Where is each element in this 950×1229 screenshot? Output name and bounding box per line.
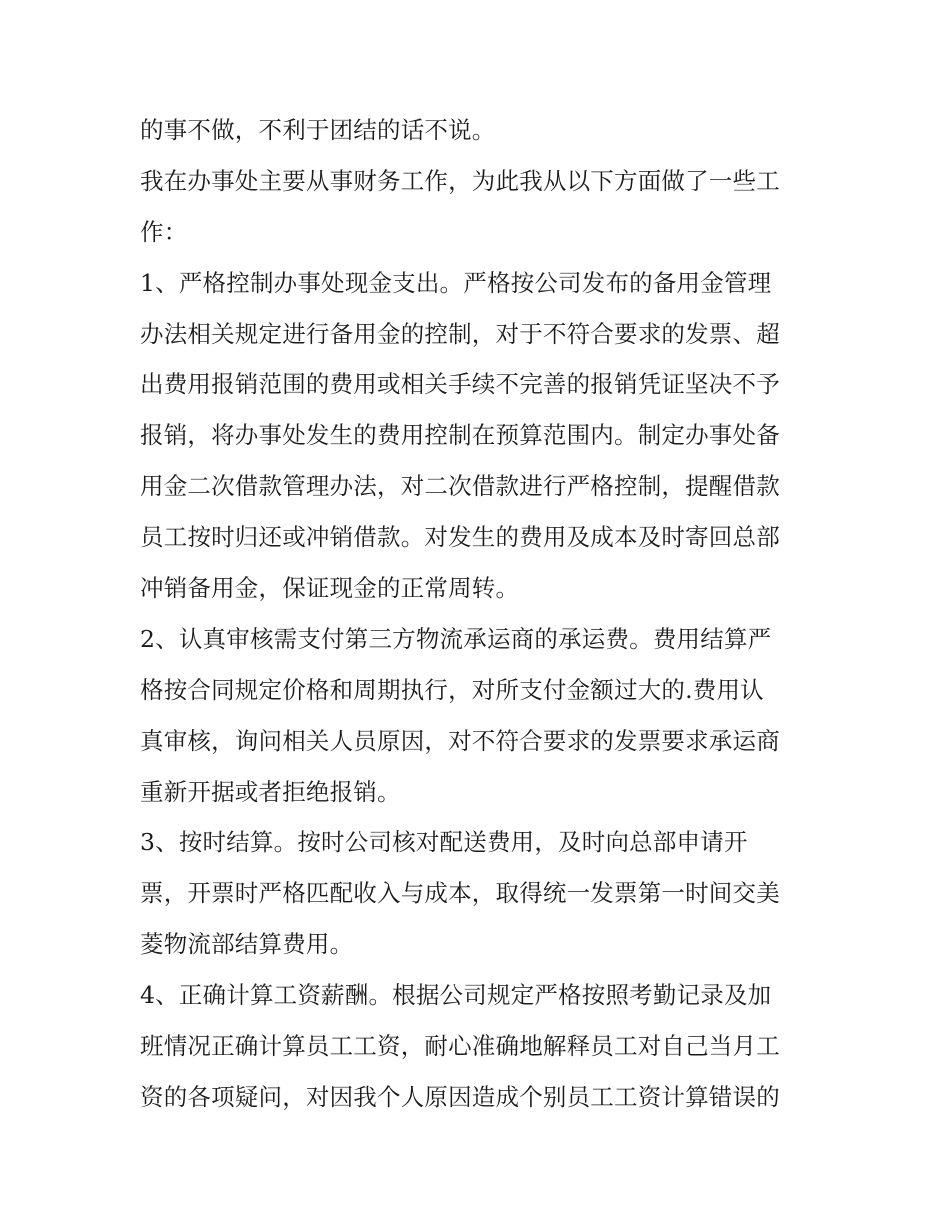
text-line: 的事不做，不利于团结的话不说。 [140, 116, 496, 144]
text-line: 1、严格控制办事处现金支出。严格按公司发布的备用金管理 [140, 268, 772, 297]
text-line: 格按合同规定价格和周期执行，对所支付金额过大的.费用认 [140, 675, 764, 704]
text-line: 4、正确计算工资薪酬。根据公司规定严格按照考勤记录及加 [140, 981, 772, 1010]
text-line: 重新开据或者拒绝报销。 [140, 777, 401, 806]
text-line: 出费用报销范围的费用或相关手续不完善的报销凭证坚决不予 [140, 370, 780, 399]
text-line: 资的各项疑问，对因我个人原因造成个别员工工资计算错误的 [140, 1082, 780, 1111]
text-line: 3、按时结算。按时公司核对配送费用，及时向总部申请开 [140, 828, 748, 857]
document-body [140, 105, 815, 1123]
text-line: 报销，将办事处发生的费用控制在预算范围内。制定办事处备 [140, 421, 780, 450]
text-line: 票，开票时严格匹配收入与成本，取得统一发票第一时间交美 [140, 879, 780, 908]
text-line: 菱物流部结算费用。 [140, 930, 354, 959]
text-line: 我在办事处主要从事财务工作，为此我从以下方面做了一些工 [140, 166, 780, 195]
text-line: 冲销备用金，保证现金的正常周转。 [140, 574, 520, 603]
text-line: 真审核，询问相关人员原因，对不符合要求的发票要求承运商 [140, 726, 780, 755]
text-line: 班情况正确计算员工工资，耐心准确地解释员工对自己当月工 [140, 1032, 780, 1061]
text-line: 作： [140, 217, 188, 246]
text-line: 办法相关规定进行备用金的控制，对于不符合要求的发票、超 [140, 319, 780, 348]
text-line: 员工按时归还或冲销借款。对发生的费用及成本及时寄回总部 [140, 523, 780, 552]
text-line: 2、认真审核需支付第三方物流承运商的承运费。费用结算严 [140, 624, 772, 653]
text-line: 用金二次借款管理办法，对二次借款进行严格控制，提醒借款 [140, 472, 780, 501]
